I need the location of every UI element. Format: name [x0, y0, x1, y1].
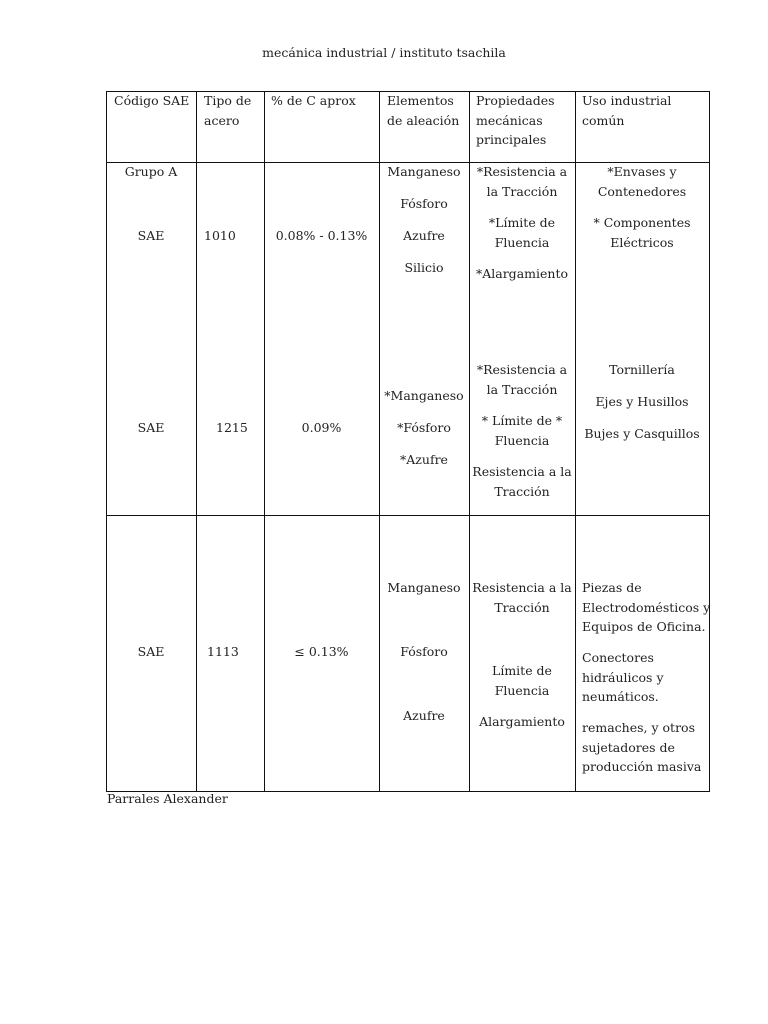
table-border-right	[709, 91, 710, 792]
row-steel-type: 1215	[216, 420, 248, 435]
row-carbon-percent: 0.08% - 0.13%	[275, 228, 368, 243]
alloy-element: Azufre	[403, 708, 445, 723]
mechanical-property-line: Resistencia a la	[472, 464, 572, 479]
alloy-element: Azufre	[403, 228, 445, 243]
mechanical-property-line: *Límite de	[488, 215, 556, 230]
row-carbon-percent: ≤ 0.13%	[294, 644, 349, 659]
group-label: Grupo A	[124, 164, 178, 179]
alloy-element: *Fósforo	[397, 420, 451, 435]
mechanical-property-line: Resistencia a la	[472, 580, 572, 595]
industrial-use-line: * Componentes	[593, 215, 691, 230]
alloy-element: Fósforo	[400, 196, 448, 211]
mechanical-property-line: * Límite de *	[481, 413, 563, 428]
column-divider	[196, 91, 197, 792]
steel-table	[106, 91, 710, 792]
alloy-element: Silicio	[404, 260, 444, 275]
column-header-uso-line2: común	[582, 112, 625, 128]
table-border-left	[106, 91, 107, 792]
industrial-use-line: Ejes y Husillos	[595, 394, 689, 409]
alloy-element: *Azufre	[400, 452, 448, 467]
column-header-codigo-sae: Código SAE	[114, 93, 190, 108]
alloy-element: Fósforo	[400, 644, 448, 659]
column-header-propiedades-line3: principales	[476, 132, 547, 147]
industrial-use-line: Tornillería	[609, 362, 675, 377]
industrial-use-line: *Envases y	[607, 164, 677, 179]
row-carbon-percent: 0.09%	[301, 420, 342, 435]
alloy-element: *Manganeso	[384, 388, 464, 403]
industrial-use-line: Bujes y Casquillos	[584, 426, 700, 441]
mechanical-property-line: la Tracción	[486, 183, 558, 199]
mechanical-property-line: *Resistencia a	[476, 362, 568, 377]
document-header: mecánica industrial / instituto tsachila	[262, 45, 506, 60]
mechanical-property-line: Alargamiento	[479, 714, 565, 729]
column-divider	[264, 91, 265, 792]
industrial-use-line: Contenedores	[597, 183, 687, 199]
industrial-use-line: sujetadores de	[582, 739, 675, 755]
mechanical-property-line: *Alargamiento	[475, 266, 568, 281]
mechanical-property-line: la Tracción	[486, 381, 558, 397]
column-header-propiedades-line2: mecánicas	[476, 112, 543, 128]
mechanical-property-line: Tracción	[494, 599, 550, 615]
industrial-use-line: hidráulicos y	[582, 669, 664, 685]
row-steel-type: 1010	[204, 228, 236, 243]
industrial-use-line: Electrodomésticos y	[582, 599, 711, 615]
industrial-use-line: Equipos de Oficina.	[582, 619, 706, 634]
industrial-use-line: producción masiva	[582, 759, 702, 774]
row-sae-code: SAE	[137, 644, 165, 659]
mechanical-property-line: Fluencia	[494, 234, 550, 250]
industrial-use-line: neumáticos.	[582, 689, 659, 704]
mechanical-property-line: Fluencia	[494, 432, 550, 448]
row-steel-type: 1113	[207, 644, 239, 659]
column-header-elementos-line2: de aleación	[387, 112, 460, 128]
row-sae-code: SAE	[137, 420, 165, 435]
industrial-use-line: Conectores	[582, 650, 654, 665]
author-name: Parrales Alexander	[107, 791, 228, 806]
industrial-use-line: remaches, y otros	[582, 720, 695, 735]
industrial-use-line: Piezas de	[582, 580, 642, 595]
mechanical-property-line: Tracción	[494, 483, 550, 499]
mechanical-property-line: Límite de	[492, 663, 552, 678]
alloy-element: Manganeso	[387, 164, 461, 179]
row-sae-code: SAE	[137, 228, 165, 243]
column-header-carbon: % de C aprox	[271, 93, 356, 108]
mechanical-property-line: Fluencia	[494, 682, 550, 698]
column-header-uso-line1: Uso industrial	[582, 93, 672, 108]
mechanical-property-line: *Resistencia a	[476, 164, 568, 179]
column-header-elementos-line1: Elementos	[387, 93, 454, 108]
alloy-element: Manganeso	[387, 580, 461, 595]
industrial-use-line: Eléctricos	[610, 234, 674, 250]
column-header-propiedades-line1: Propiedades	[476, 93, 555, 108]
column-header-tipo-de-acero-line2: acero	[204, 112, 240, 128]
row-divider	[106, 515, 710, 516]
column-header-tipo-de-acero-line1: Tipo de	[204, 93, 252, 108]
